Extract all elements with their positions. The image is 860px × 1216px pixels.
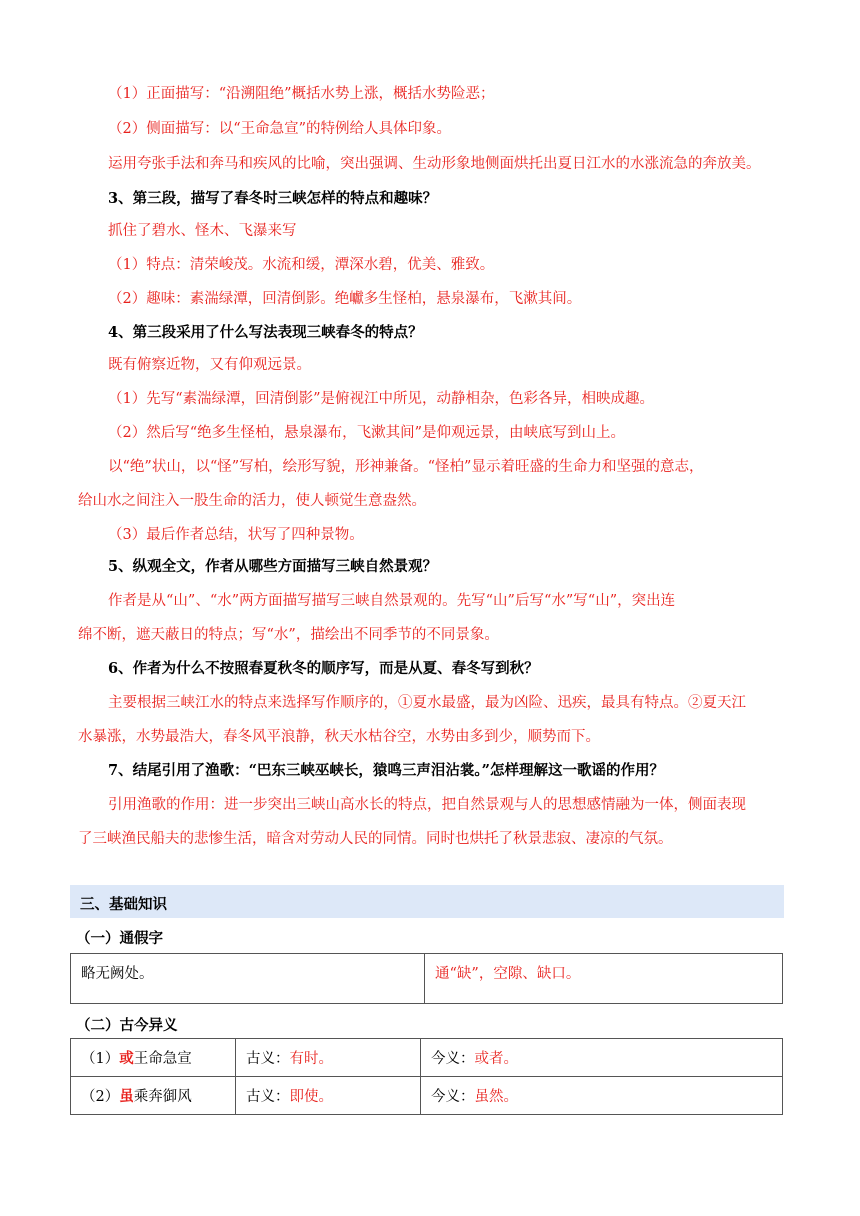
gujin-table (70, 1038, 783, 1115)
gu-label: 古义： (246, 1089, 290, 1105)
tongjia-table (70, 953, 783, 1004)
question-6: 6、作者为什么不按照春夏秋冬的顺序写，而是从夏、春冬写到秋？ (108, 660, 539, 677)
tongjia-explain: 通“缺”，空隙、缺口。 (435, 966, 581, 982)
table-row (71, 954, 783, 1004)
tongjia-sentence: 略无阙处。 (81, 966, 154, 982)
answer-line: （1）正面描写：“沿溯阻绝”概括水势上涨，概括水势险恶； (108, 86, 495, 102)
answer-paragraph-line: 绵不断，遮天蔽日的特点；写“水”，描绘出不同季节的不同景象。 (78, 627, 499, 643)
answer-line: （2）侧面描写：以“王命急宣”的特例给人具体印象。 (108, 121, 452, 137)
jin-meaning: 虽然。 (474, 1089, 518, 1105)
table-cell (236, 1077, 421, 1115)
question-3: 3、第三段，描写了春冬时三峡怎样的特点和趣味？ (108, 190, 438, 207)
answer-line: （2）趣味：素湍绿潭，回清倒影。绝巘多生怪柏，悬泉瀑布，飞漱其间。 (108, 291, 582, 307)
key-character: 虽 (119, 1088, 134, 1105)
answer-line: 运用夸张手法和奔马和疾风的比喻，突出强调、生动形象地侧面烘托出夏日江水的水涨流急的奔放美。 (108, 156, 761, 172)
gu-meaning: 有时。 (289, 1051, 333, 1067)
answer-paragraph-line: 以“绝”状山，以“怪”写柏，绘形写貌，形神兼备。“怪柏”显示着旺盛的生命力和坚强的意志， (108, 459, 704, 475)
subsection-heading-gujin: （二）古今异义 (76, 1017, 178, 1034)
gu-label: 古义： (246, 1051, 290, 1067)
jin-label: 今义： (431, 1051, 475, 1067)
table-cell (71, 1039, 236, 1077)
question-5: 5、纵观全文，作者从哪些方面描写三峡自然景观？ (108, 558, 438, 575)
subsection-heading-tongjia: （一）通假字 (76, 930, 163, 947)
row-number: （1） (81, 1051, 120, 1067)
table-cell (421, 1077, 783, 1115)
answer-line: 既有俯察近物，又有仰观远景。 (108, 357, 311, 373)
answer-paragraph-line: 作者是从“山”、“水”两方面描写描写三峡自然景观的。先写“山”后写“水”写“山”，突出连 (108, 593, 676, 609)
gu-meaning: 即使。 (289, 1089, 333, 1105)
answer-paragraph-line: 主要根据三峡江水的特点来选择写作顺序的，①夏水最盛，最为凶险、迅疾，最具有特点。②夏天江 (108, 695, 746, 711)
answer-line: （1）特点：清荣峻茂。水流和缓，潭深水碧，优美、雅致。 (108, 257, 495, 273)
answer-line: 抓住了碧水、怪木、飞瀑来写 (108, 223, 297, 239)
question-4: 4、第三段采用了什么写法表现三峡春冬的特点？ (108, 324, 423, 341)
key-character: 或 (119, 1050, 134, 1067)
table-cell (236, 1039, 421, 1077)
phrase-rest: 王命急宣 (133, 1051, 192, 1067)
table-cell (421, 1039, 783, 1077)
phrase-rest: 乘奔御风 (133, 1089, 192, 1105)
jin-label: 今义： (431, 1089, 475, 1105)
row-number: （2） (81, 1089, 120, 1105)
answer-paragraph-line: 了三峡渔民船夫的悲惨生活，暗含对劳动人民的同情。同时也烘托了秋景悲寂、凄凉的气氛。 (78, 831, 673, 847)
section-title: 三、基础知识 (80, 896, 167, 913)
table-cell (71, 1077, 236, 1115)
answer-paragraph-line: 水暴涨，水势最浩大，春冬风平浪静，秋天水枯谷空，水势由多到少，顺势而下。 (78, 729, 600, 745)
answer-line: （3）最后作者总结，状写了四种景物。 (108, 527, 364, 543)
answer-paragraph-line: 引用渔歌的作用：进一步突出三峡山高水长的特点，把自然景观与人的思想感情融为一体，侧面表现 (108, 797, 746, 813)
answer-paragraph-line: 给山水之间注入一股生命的活力，使人顿觉生意盎然。 (78, 493, 426, 509)
section-header-bar (70, 885, 784, 918)
table-row (71, 1039, 783, 1077)
table-row (71, 1077, 783, 1115)
answer-line: （1）先写“素湍绿潭，回清倒影”是俯视江中所见，动静相杂，色彩各异，相映成趣。 (108, 391, 655, 407)
answer-line: （2）然后写“绝多生怪柏，悬泉瀑布，飞漱其间”是仰观远景，由峡底写到山上。 (108, 425, 626, 441)
table-cell (71, 954, 425, 1004)
table-cell (425, 954, 783, 1004)
jin-meaning: 或者。 (474, 1051, 518, 1067)
question-7: 7、结尾引用了渔歌：“巴东三峡巫峡长，猿鸣三声泪沾裳。”怎样理解这一歌谣的作用？ (108, 762, 665, 779)
